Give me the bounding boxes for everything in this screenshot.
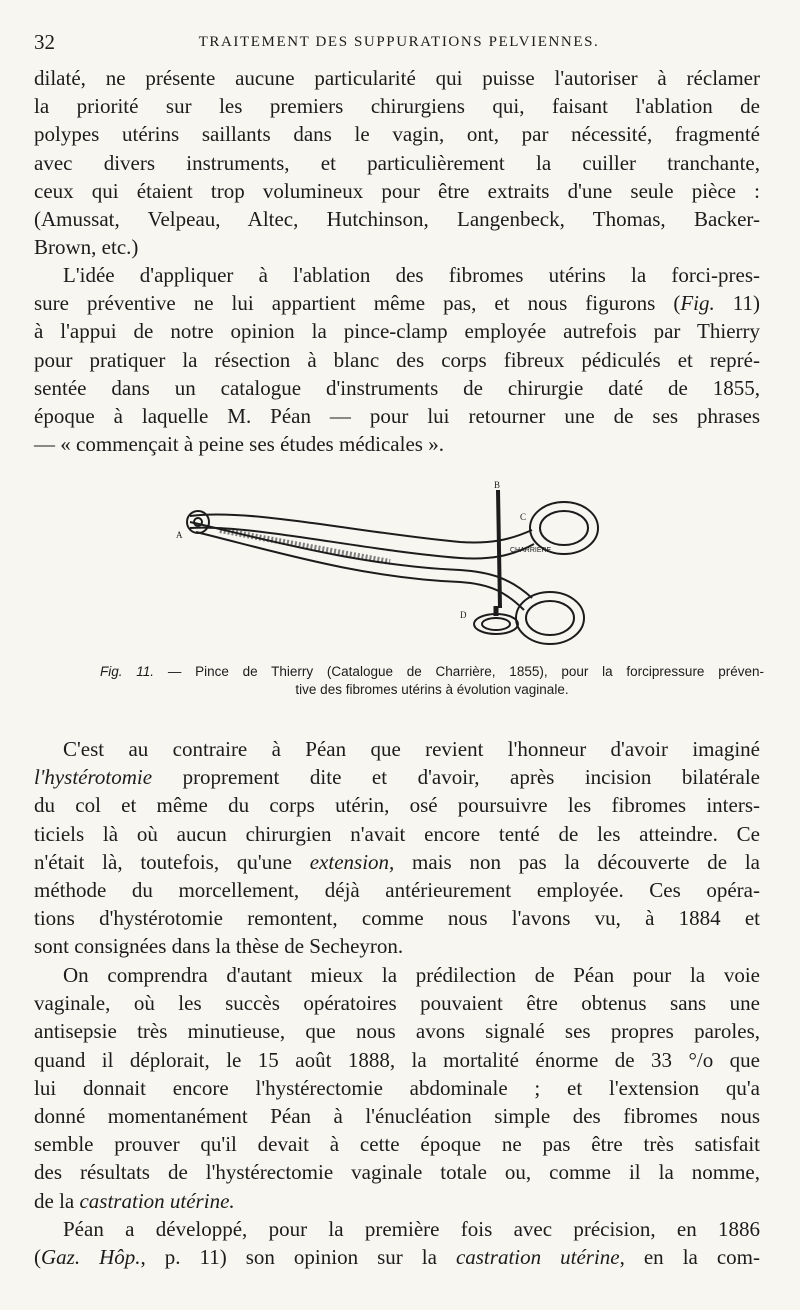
caption-line — [100, 663, 764, 681]
text-line: polypes utérins saillants dans le vagin, ont, par nécessité, fragmenté — [34, 122, 760, 147]
page-header — [34, 30, 764, 56]
text-line: du col et même du corps utérin, osé poursuivre les fibromes inters- — [34, 793, 760, 818]
paragraph-2 — [34, 261, 760, 458]
text-line — [34, 289, 760, 317]
text-line: Brown, etc.) — [34, 235, 139, 260]
emphasis-text: castration utérine. — [79, 1188, 235, 1213]
figure-caption — [100, 663, 764, 699]
text-line: lui donnait encore l'hystérectomie abdominale ; et l'extension qu'a — [34, 1075, 760, 1100]
text-span: , en la com- — [619, 1245, 760, 1270]
figure-pince-de-thierry — [160, 478, 620, 658]
paragraph-3 — [34, 735, 760, 961]
text-line: ceux qui étaient trop volumineux pour être extraits d'une seule pièce : — [34, 178, 760, 203]
text-line: méthode du morcellement, déjà antérieurement employée. Ces opéra- — [34, 877, 760, 902]
text-line: On comprendra d'autant mieux la prédilection de Péan pour la voie — [63, 963, 760, 987]
forceps-illustration — [160, 478, 620, 658]
emphasis-text: l'hystérotomie — [34, 765, 153, 790]
caption-text: — Pince de Thierry (Catalogue de Charrière, 1855), pour la forcipressure préven- — [154, 664, 764, 679]
text-line — [34, 763, 760, 791]
emphasis-text: castration utérine — [455, 1245, 620, 1270]
page-number: 32 — [34, 30, 55, 54]
caption-line: tive des fibromes utérins à évolution vaginale. — [295, 682, 569, 697]
text-line: antisepsie très minutieuse, que nous avons signalé ses propres paroles, — [34, 1019, 760, 1044]
text-line: époque à laquelle M. Péan — pour lui retourner une de ses phrases — [34, 403, 760, 428]
figure-letter-b: B — [494, 480, 501, 490]
text-line — [34, 848, 760, 876]
text-line: L'idée d'appliquer à l'ablation des fibromes utérins la forci-pres- — [63, 263, 760, 287]
text-line: vaginale, où les succès opératoires pouvaient être obtenus sans une — [34, 991, 760, 1016]
figure-letter-d: D — [460, 610, 467, 620]
text-span: sure préventive ne lui appartient même pas, et nous figurons ( — [34, 291, 681, 316]
text-line: à l'appui de notre opinion la pince-clamp employée autrefois par Thierry — [34, 319, 760, 344]
text-line: (Amussat, Velpeau, Altec, Hutchinson, Langenbeck, Thomas, Backer- — [34, 206, 760, 231]
text-span: 11) — [714, 291, 760, 316]
text-line: — « commençait à peine ses études médicales ». — [34, 432, 444, 457]
text-span: mais non pas la découverte de la — [394, 849, 760, 874]
text-line: semble prouver qu'il devait à cette époque ne pas être très satisfait — [34, 1132, 760, 1157]
paragraph-5 — [34, 1215, 760, 1271]
text-line — [34, 1243, 760, 1271]
emphasis-text: extension, — [309, 849, 395, 874]
text-line: avec divers instruments, et particulièrement la cuiller tranchante, — [34, 150, 760, 175]
text-line: la priorité sur les premiers chirurgiens qui, faisant l'ablation de — [34, 94, 760, 119]
caption-fig-label: Fig. 11. — [100, 664, 155, 679]
citation-text: Gaz. Hôp. — [41, 1245, 141, 1270]
text-line: C'est au contraire à Péan que revient l'honneur d'avoir imaginé — [63, 737, 760, 761]
text-span: proprement dite et d'avoir, après incision bilatérale — [152, 765, 760, 790]
text-line: sentée dans un catalogue d'instruments de chirurgie daté de 1855, — [34, 375, 760, 400]
text-line: ticiels là où aucun chirurgien n'avait encore tenté de les atteindre. Ce — [34, 821, 760, 846]
text-line: dilaté, ne présente aucune particularité qui puisse l'autoriser à réclamer — [34, 66, 760, 90]
text-line: Péan a développé, pour la première fois avec précision, en 1886 — [63, 1217, 760, 1241]
text-span: , p. 11) son opinion sur la — [140, 1245, 456, 1270]
paragraph-4 — [34, 961, 760, 1215]
text-line: donné momentanément Péan à l'énucléation simple des fibromes nous — [34, 1103, 760, 1128]
text-span: ( — [34, 1245, 41, 1270]
text-line: des résultats de l'hystérectomie vaginale totale ou, comme il la nomme, — [34, 1160, 760, 1185]
text-line — [34, 1187, 760, 1215]
text-line: quand il déplorait, le 15 août 1888, la mortalité énorme de 33 °/o que — [34, 1047, 760, 1072]
text-span: de la — [34, 1188, 80, 1213]
figure-reference: Fig. — [680, 291, 715, 316]
text-line: tions d'hystérotomie remontent, comme nous l'avons vu, à 1884 et — [34, 906, 760, 931]
text-line: sont consignées dans la thèse de Secheyron. — [34, 934, 404, 959]
figure-letter-c: C — [520, 512, 527, 522]
figure-letter-a: A — [176, 530, 183, 540]
running-head: TRAITEMENT DES SUPPURATIONS PELVIENNES. — [198, 34, 600, 50]
engraving-label: CHARRIERE — [510, 547, 552, 554]
text-span: n'était là, toutefois, qu'une — [34, 849, 310, 874]
paragraph-1 — [34, 64, 760, 261]
text-line: pour pratiquer la résection à blanc des corps fibreux pédiculés et repré- — [34, 347, 760, 372]
